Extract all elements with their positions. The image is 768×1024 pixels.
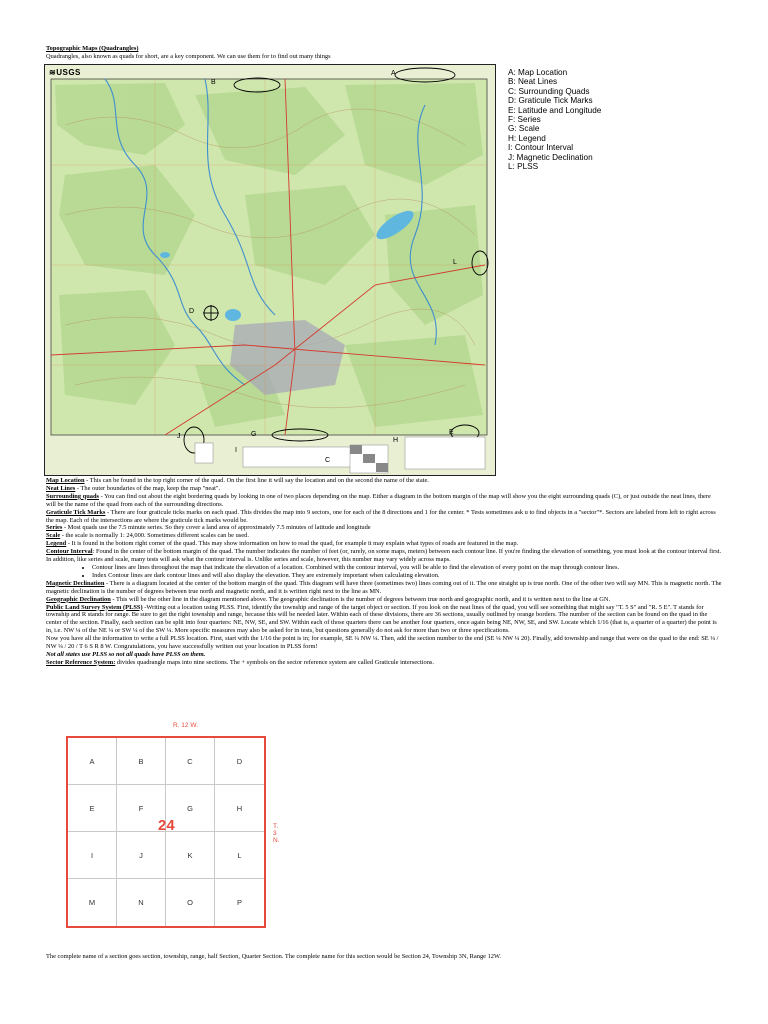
para-plss-2: Now you have all the information to write a full PLSS location. First, start with the 1/16 the point is in; for example, SE ¼ NW ¼. Then, add the section number to the end (SE ¼ NW ¼ 20). Finally, add township and range that were on the quad to the end: SE ¼ / NW ¼ / 20 / T 6 S R 8 W. Congratulations, you have successfully written out your location in PLSS form! [46, 635, 719, 651]
range-label: R. 12 W. [173, 722, 198, 729]
para-sector-ref [46, 659, 722, 667]
term: Public Land Survey System (PLSS) [46, 603, 143, 611]
para-plss [46, 604, 722, 636]
definition: : Found in the center of the bottom margin of the quad. The number indicates the number of feet (or, rarely, on some maps, meters) between each contour line. If you're finding the elevation of something, you must look at the contour interval first. In addition, like series and scale, many tests will ask what the contour interval is. Unlike series and scale, however, this number may vary widely across maps. [46, 548, 722, 564]
key-item: L: PLSS [508, 162, 539, 172]
page-title: Topographic Maps (Quadrangles) [46, 45, 139, 52]
definition: - It is found in the bottom right corner of the quad. This may show information on how to read the quad, for example it may explain what types of roads are featured in the map. [66, 540, 519, 548]
para-scale [46, 532, 722, 540]
definition: - There are four graticule ticks marks on each quad. This divides the map into 9 sectors, one for each of the 8 directions and 1 for the center. * Tests sometimes ask u to find objects in a "sector"*. Sectors are labeled from left to right across the map. Each of the intersections are where the graticule tick marks would be. [46, 508, 716, 524]
para-surrounding-quads [46, 493, 722, 509]
title-block [46, 45, 726, 61]
key-item: A: Map Location [508, 68, 568, 77]
sector-cell: H [215, 785, 264, 832]
sector-cell: L [215, 832, 264, 879]
sector-cell: D [215, 738, 264, 785]
topographic-map [44, 64, 496, 476]
bullet-item: • Index Contour lines are dark contour lines and will also display the elevation. They are extremely important when calculating elevation. [92, 572, 722, 580]
para-legend [46, 540, 722, 548]
map-letter-b: B [211, 79, 216, 86]
key-item: F: Series [508, 115, 541, 125]
sector-cell: B [117, 738, 166, 785]
definition: divides quadrangle maps into nine sections. The + symbols on the sector reference system are called Graticule intersections. [115, 658, 434, 666]
definition: - Most quads use the 7.5 minute series. So they cover a land area of approximately 7.5 minutes of latitude and longitude [62, 524, 371, 532]
map-letter-d: D [189, 308, 195, 315]
map-drawing [45, 65, 496, 476]
definition: - There is a diagram located at the center of the bottom margin of the quad. This diagram will have three (sometimes two) lines coming out of it. The one straight up is true north. One of the other two will say MN. This is magnetic north. The magnetic declination is the number of degrees between true north and magnetic north, and it is written right next to the line as MN. [46, 579, 722, 595]
sector-cell: A [68, 738, 117, 785]
plss-note: Not all states use PLSS so not all quads have PLSS on them. [46, 650, 206, 658]
key-item: B: Neat Lines [508, 77, 558, 87]
definition: - This will be the other line in the diagram mentioned above. The geographic declination is the number of degrees between true north and geographic north, and it is written next to the line at GN. [110, 595, 611, 603]
map-key-list [508, 68, 601, 171]
sector-cell: O [166, 879, 215, 926]
sector-cell: K [166, 832, 215, 879]
sector-cell: J [117, 832, 166, 879]
term: Neat Lines [46, 484, 76, 492]
map-letter-e: E [449, 429, 454, 436]
key-item: G: Scale [508, 124, 540, 134]
intro-text: Quadrangles, also known as quads for short, are a key component. We can use them for to find out many things [46, 53, 331, 60]
map-letter-h: H [393, 437, 399, 444]
key-item: J: Magnetic Declination [508, 152, 593, 162]
sector-cell: I [68, 832, 117, 879]
map-letter-a: A [391, 70, 396, 77]
key-item: D: Graticule Tick Marks [508, 96, 593, 106]
definition: -Writing out a location using PLSS. First, identify the township and range of the target object or section. If you look on the neat lines of the quad, you will see something that might say "T. 5 S" and "R. 5 E". T stands for township and R stands for range. Be sure to get the right township and range, because this will be needed later. Within each of these divisions, there are 36 sections, usually outlined by orange borders. The number of the section can be found on the quad in the center of the section. Finally, each section can be split into four quarters: NE, NW, SE, and SW. Within each of those quarters there can be another four quarters, once again being NE, NW, SE, and SW. Locate which 1/16 (that is, a quarter of a quarter) the point is in, i.e. NW ¼ of the NE ¼ or SW ¼ of the SW ¼. More specific measures may also be asked for in tests, but questions generally do not ask for more than two or three specifications. [46, 603, 717, 635]
term: Series [46, 524, 63, 532]
section-number: 24 [158, 817, 175, 834]
para-geographic [46, 596, 722, 604]
usgs-logo: ≋USGS [49, 68, 81, 77]
contour-bullets [46, 564, 722, 580]
sector-cell: P [236, 898, 242, 907]
para-magnetic [46, 580, 722, 596]
para-neat-lines [46, 485, 722, 493]
sector-diagram [66, 722, 280, 932]
map-letter-i: I [235, 447, 237, 454]
term: Graticule Tick Marks [46, 508, 106, 516]
map-letter-g: G [251, 431, 257, 438]
term: Surrounding quads [46, 492, 99, 500]
term: Contour Interval [46, 548, 93, 556]
para-contour [46, 548, 722, 564]
definition: - the scale is normally 1: 24,000. Sometimes different scales can be used. [60, 532, 249, 540]
term: Scale [46, 532, 61, 540]
township-label: T. 3 N. [273, 823, 280, 844]
footer-text: The complete name of a section goes section, township, range, half Section, Quarter Section. The complete name for this section would be Section 24, Township 3N, Range 12W. [46, 953, 502, 960]
definition: - This can be found in the top right corner of the quad. On the first line it will say the location and on the second the name of the state. [84, 477, 429, 484]
sector-cell: C [166, 738, 215, 785]
definition: - The outer boundaries of the map, keep the map "neat". [75, 484, 221, 492]
body-text [46, 477, 722, 667]
para-series [46, 524, 722, 532]
key-item: E: Latitude and Longitude [508, 105, 602, 115]
map-letter-j: J [177, 433, 181, 440]
sector-cell: E [68, 785, 117, 832]
sector-cell: F [117, 785, 166, 832]
key-item: H: Legend [508, 133, 546, 143]
key-item: C: Surrounding Quads [508, 86, 590, 96]
term: Magnetic Declination [46, 579, 105, 587]
para-map-location [46, 477, 722, 485]
term: Legend [46, 540, 67, 548]
map-letter-l: L [453, 259, 457, 266]
definition: - You can find out about the eight bordering quads by looking in one of two places depending on the map. Either a diagram in the bottom margin of the map will show you the eight surrounding quads (C), or just outside the neat lines, there will be the name of the quad from each of the surrounding directions. [46, 492, 711, 508]
para-graticule [46, 509, 722, 525]
sector-cell: M [68, 879, 117, 926]
term: Sector Reference System: [46, 658, 116, 666]
key-item: I: Contour Interval [508, 143, 574, 153]
term: Geographic Declination [46, 595, 111, 603]
map-letter-c: C [325, 457, 331, 464]
sector-cell: N [117, 879, 166, 926]
term: Map Location [46, 477, 85, 484]
bullet-item: • Contour lines are lines throughout the map that indicate the elevation of a location. Combined with the contour interval, you will be able to find the elevation of every point on the map through contour lines. [92, 564, 722, 572]
sector-cell: G [166, 785, 215, 832]
